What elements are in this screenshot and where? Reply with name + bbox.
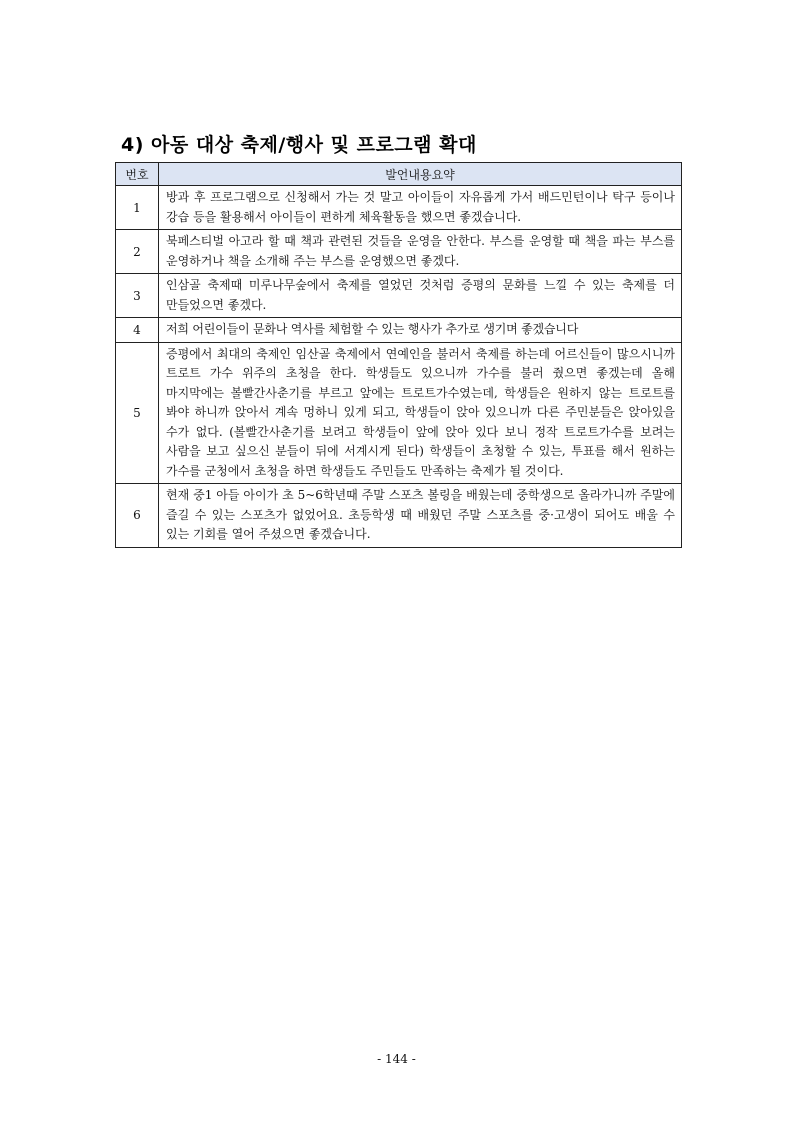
page-number: - 144 -	[377, 1052, 416, 1066]
row-number: 6	[116, 484, 159, 548]
row-number: 4	[116, 318, 159, 343]
table-header-row	[116, 163, 682, 186]
row-content: 방과 후 프로그램으로 신청해서 가는 것 말고 아이들이 자유롭게 가서 배드민턴이나 탁구 등이나 강습 등을 활용해서 아이들이 편하게 체육활동을 했으면 좋겠습니다.	[159, 186, 682, 230]
table-row	[116, 274, 682, 318]
section-heading: 4) 아동 대상 축제/행사 및 프로그램 확대	[121, 134, 477, 156]
row-content: 증평에서 최대의 축제인 임산골 축제에서 연예인을 불러서 축제를 하는데 어르신들이 많으시니까 트로트 가수 위주의 초청을 한다. 학생들도 있으니까 가수를 불러 줬으면 좋겠는데 올해 마지막에는 볼빨간사춘기를 부르고 앞에는 트로트가수였는데, 학생들은 원하지 않는 트로트를 봐야 하니까 앉아서 계속 멍하니 있게 되고, 학생들이 앉아 있으니까 다른 주민분들은 앉아있을 수가 없다. (볼빨간사춘기를 보려고 학생들이 앞에 앉아 있다 보니 정작 트로트가수를 보려는 사람을 보고 싶으신 분들이 뒤에 서계시게 된다) 학생들이 초청할 수 있는, 투표를 해서 원하는 가수를 군청에서 초청을 하면 학생들도 주민들도 만족하는 축제가 될 것이다.	[159, 342, 682, 484]
table-row	[116, 318, 682, 343]
opinion-summary-table	[115, 162, 682, 548]
table-row	[116, 342, 682, 484]
table-row	[116, 484, 682, 548]
column-header-content: 발언내용요약	[159, 163, 682, 186]
row-content: 저희 어린이들이 문화나 역사를 체험할 수 있는 행사가 추가로 생기며 좋겠습니다	[159, 318, 682, 343]
row-content: 현재 중1 아들 아이가 초 5~6학년때 주말 스포츠 볼링을 배웠는데 중학생으로 올라가니까 주말에 즐길 수 있는 스포츠가 없었어요. 초등학생 때 배웠던 주말 스포츠를 중·고생이 되어도 배울 수 있는 기회를 열어 주셨으면 좋겠습니다.	[159, 484, 682, 548]
row-content: 북페스티벌 아고라 할 때 책과 관련된 것들을 운영을 안한다. 부스를 운영할 때 책을 파는 부스를 운영하거나 책을 소개해 주는 부스를 운영했으면 좋겠다.	[159, 230, 682, 274]
row-content: 인삼골 축제때 미루나무숲에서 축제를 열었던 것처럼 증평의 문화를 느낄 수 있는 축제를 더 만들었으면 좋겠다.	[159, 274, 682, 318]
table-row	[116, 230, 682, 274]
column-header-number: 번호	[116, 163, 159, 186]
row-number: 1	[116, 186, 159, 230]
table-row	[116, 186, 682, 230]
row-number: 2	[116, 230, 159, 274]
row-number: 3	[116, 274, 159, 318]
row-number: 5	[116, 342, 159, 484]
